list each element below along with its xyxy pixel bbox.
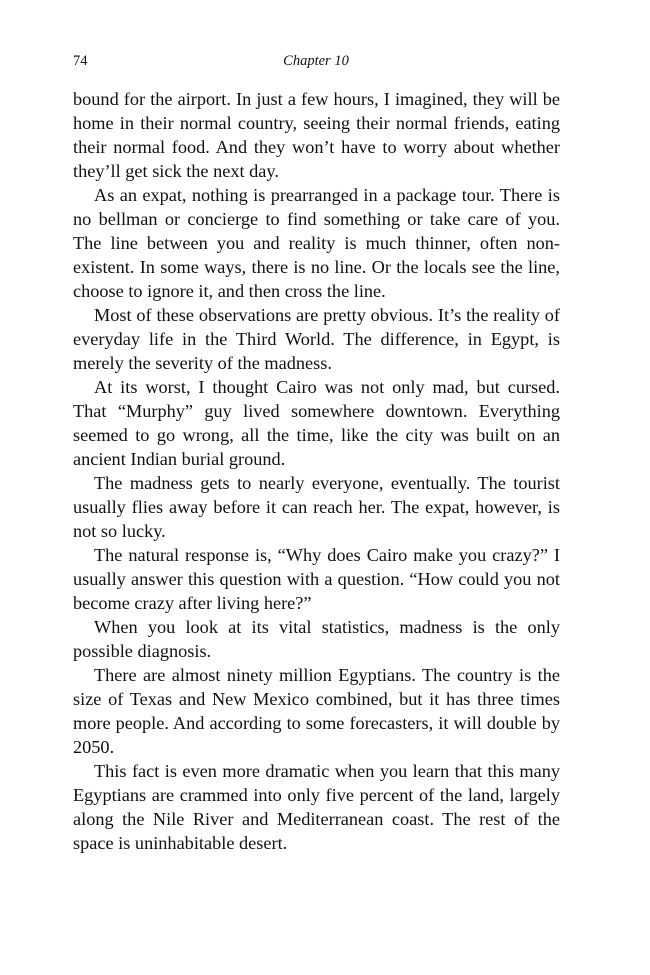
running-head (73, 53, 559, 73)
paragraph-continued: bound for the airport. In just a few hours, I imagined, they will be home in their normal country, seeing their normal friends, eating their normal food. And they won’t have to worry about whether they’ll get sick the next day. (73, 89, 560, 181)
chapter-title: Chapter 10 (283, 53, 349, 69)
paragraph: The natural response is, “Why does Cairo make you crazy?” I usually answer this question with a question. “How could you not become crazy after living here?” (73, 545, 560, 613)
paragraph: There are almost ninety million Egyptians. The country is the size of Texas and New Mexico combined, but it has three times more people. And according to some forecasters, it will double by 2050. (73, 665, 560, 757)
paragraph: Most of these observations are pretty obvious. It’s the reality of everyday life in the Third World. The difference, in Egypt, is merely the severity of the madness. (73, 305, 560, 373)
paragraph: This fact is even more dramatic when you learn that this many Egyptians are crammed into only five percent of the land, largely along the Nile River and Mediterranean coast. The rest of the space is uninhabitable desert. (73, 761, 560, 853)
paragraph: When you look at its vital statistics, madness is the only possible diagnosis. (73, 617, 560, 661)
paragraph: The madness gets to nearly everyone, eventually. The tourist usually flies away before it can reach her. The expat, however, is not so lucky. (73, 473, 560, 541)
paragraph: As an expat, nothing is prearranged in a package tour. There is no bellman or concierge to find something or take care of you. The line between you and reality is much thinner, often non-existent. In some ways, there is no line. Or the locals see the line, choose to ignore it, and then cross the line. (73, 185, 560, 301)
paragraph: At its worst, I thought Cairo was not only mad, but cursed. That “Murphy” guy lived somewhere downtown. Everything seemed to go wrong, all the time, like the city was built on an ancient Indian burial ground. (73, 377, 560, 469)
body-text (73, 87, 560, 855)
page-number: 74 (73, 53, 88, 69)
